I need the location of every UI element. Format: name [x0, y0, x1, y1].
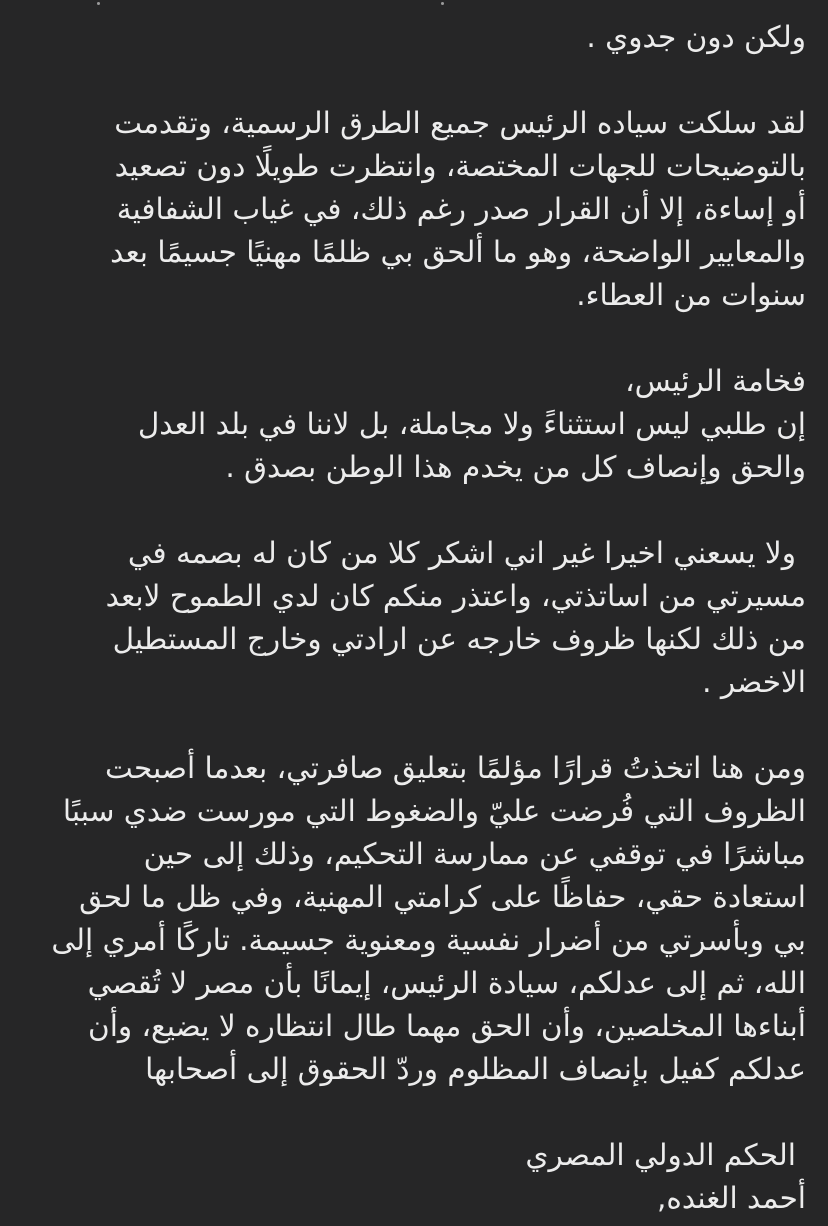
paragraph-address-president: [16, 360, 806, 489]
text-line: استعادة حقي، حفاظًا على كرامتي المهنية، وفي ظل ما لحق: [79, 880, 806, 914]
text-line: أو إساءة، إلا أن القرار صدر رغم ذلك، في غياب الشفافية: [116, 192, 806, 226]
text-line: عدلكم كفيل بإنصاف المظلوم وردّ الحقوق إلى أصحابها: [145, 1052, 806, 1086]
text-line: لقد سلكت سياده الرئيس جميع الطرق الرسمية، وتقدمت: [114, 106, 806, 140]
text-line: سنوات من العطاء.: [576, 278, 806, 312]
paragraph-intro-ending: [16, 16, 806, 59]
signature-name: أحمد الغنده,: [657, 1181, 806, 1215]
text-line: الاخضر .: [702, 665, 806, 699]
text-line: ومن هنا اتخذتُ قرارًا مؤلمًا بتعليق صافرتي، بعدما أصبحت: [105, 751, 806, 785]
signature: [16, 1134, 806, 1220]
text-line: والمعايير الواضحة، وهو ما ألحق بي ظلمًا مهنيًا جسيمًا بعد: [110, 235, 806, 269]
paragraph-thanks: [16, 532, 806, 704]
text-line: بالتوضيحات للجهات المختصة، وانتظرت طويلًا دون تصعيد: [114, 149, 806, 183]
text-line: مباشرًا في توقفي عن ممارسة التحكيم، وذلك إلى حين: [143, 837, 806, 871]
text-line: فخامة الرئيس،: [625, 364, 806, 398]
text-line: من ذلك لكنها ظروف خارجه عن ارادتي وخارج المستطيل: [112, 622, 806, 656]
text-line: مسيرتي من اساتذتي، واعتذر منكم كان لدي الطموح لابعد: [105, 579, 806, 613]
text-line: أبناءها المخلصين، وأن الحق مهما طال انتظاره لا يضيع، وأن: [88, 1009, 806, 1043]
text-line: بي وبأسرتي من أضرار نفسية ومعنوية جسيمة. تاركًا أمري إلى: [51, 923, 806, 957]
text-line: ولا يسعني اخيرا غير اني اشكر كلا من كان له بصمه في: [127, 536, 796, 570]
text-line: الله، ثم إلى عدلكم، سيادة الرئيس، إيمانًا بأن مصر لا تُقصي: [87, 966, 806, 1000]
text-line: والحق وإنصاف كل من يخدم هذا الوطن بصدق .: [225, 450, 806, 484]
text-line: ولكن دون جدوي .: [586, 20, 806, 54]
signature-title: الحكم الدولي المصري: [525, 1138, 796, 1172]
paragraph-formal-steps: [16, 102, 806, 317]
paragraph-decision: [16, 747, 806, 1091]
post-body: [16, 0, 806, 1220]
text-line: الظروف التي فُرضت عليّ والضغوط التي مورست ضدي سببًا: [62, 794, 806, 828]
text-line: إن طلبي ليس استثناءً ولا مجاملة، بل لاننا في بلد العدل: [137, 407, 806, 441]
